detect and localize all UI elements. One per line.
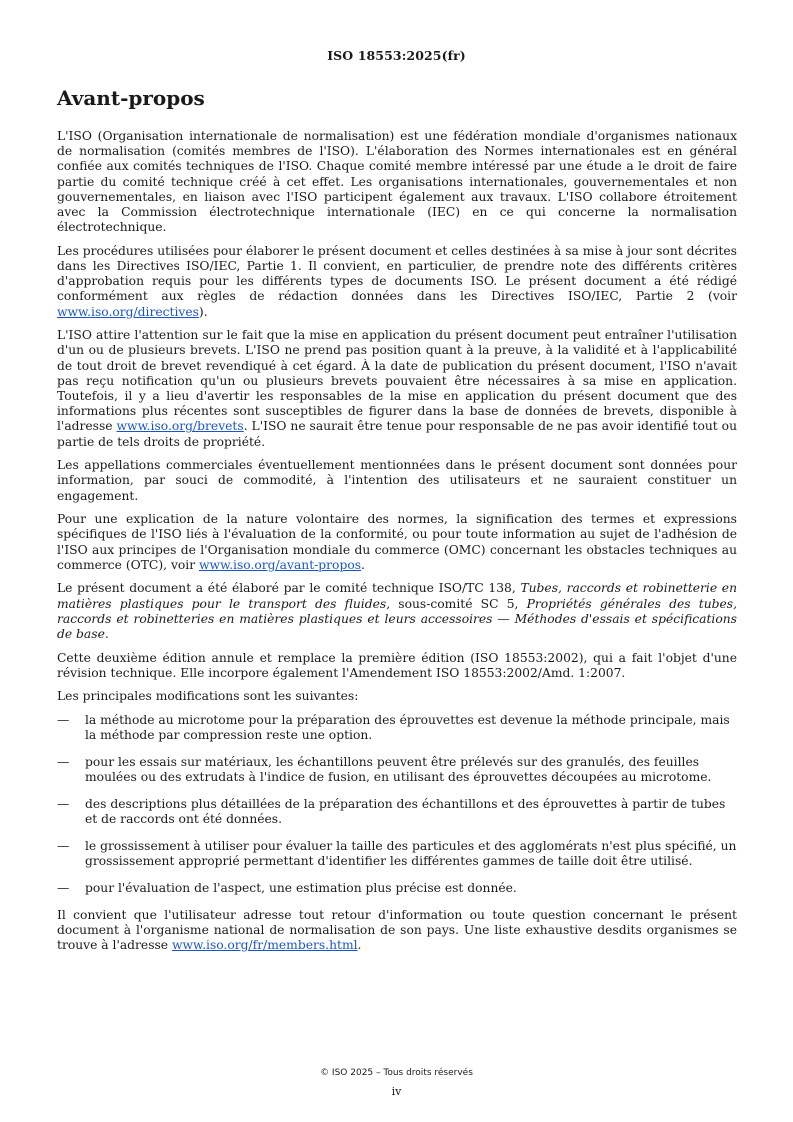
directives-link[interactable]: www.iso.org/directives (57, 304, 199, 319)
paragraph-patents: L'ISO attire l'attention sur le fait que la mise en application du présent document peut entraîner l'utilisation d'un ou de plusieurs brevets. L'ISO ne prend pas position quant à la preuve, à la validité et à l'applicabilité de tout droit de brevet revendiqué à cet égard. À la date de publication du présent document, l'ISO n'avait pas reçu notification qu'un ou plusieurs brevets pouvaient être nécessaires à sa mise en application. Toutefois, il y a lieu d'avertir les responsables de la mise en application du présent document que des informations plus récentes sont susceptibles de figurer dans la base de données de brevets, disponible à l'adresse www.iso.org/brevets. L'ISO ne saurait être tenue pour responsable de ne pas avoir identifié tout ou partie de tels droits de propriété. (57, 328, 737, 449)
paragraph-iso-intro: L'ISO (Organisation internationale de normalisation) est une fédération mondiale d'organismes nationaux de normalisation (comités membres de l'ISO). L'élaboration des Normes internationales est en général confiée aux comités techniques de l'ISO. Chaque comité membre intéressé par une étude a le droit de faire partie du comité technique créé à cet effet. Les organisations internationales, gouvernementales et non gouvernementales, en liaison avec l'ISO participent également aux travaux. L'ISO collabore étroitement avec la Commission électrotechnique internationale (IEC) en ce qui concerne la normalisation électrotechnique. (57, 129, 737, 235)
list-item: — le grossissement à utiliser pour évaluer la taille des particules et des agglomérats n'est plus spécifié, un grossissement approprié permettant d'identifier les différentes gammes de taille doit être utilisé. (57, 839, 737, 869)
changes-list (57, 713, 737, 896)
dash-bullet: — (57, 713, 70, 728)
list-item: — pour les essais sur matériaux, les échantillons peuvent être prélevés sur des granulés, des feuilles moulées ou des extrudats à l'indice de fusion, en utilisant des éprouvettes découpées au microtome. (57, 755, 712, 785)
paragraph-edition: Cette deuxième édition annule et remplace la première édition (ISO 18553:2002), qui a fait l'objet d'une révision technique. Elle incorpore également l'Amendement ISO 18553:2002/Amd. 1:2007. (57, 650, 737, 680)
foreword-body (57, 129, 737, 962)
dash-bullet: — (57, 797, 70, 812)
page-number: iv (391, 1085, 402, 1098)
dash-bullet: — (57, 755, 70, 770)
paragraph-committee: Le présent document a été élaboré par le comité technique ISO/TC 138, Tubes, raccords et robinetterie en matières plastiques pour le transport des fluides, sous-comité SC 5, Propriétés générales des tubes, raccords et robinetteries en matières plastiques et leurs accessoires — Méthodes d'essais et spécifications de base. (57, 581, 738, 642)
list-item: — la méthode au microtome pour la préparation des éprouvettes est devenue la méthode principale, mais la méthode par compression reste une option. (57, 713, 730, 743)
page-title: Avant-propos (57, 86, 205, 110)
paragraph-directives: Les procédures utilisées pour élaborer le présent document et celles destinées à sa mise à jour sont décrites dans les Directives ISO/IEC, Partie 1. Il convient, en particulier, de prendre note des différents critères d'approbation requis pour les différents types de documents ISO. Le présent document a été rédigé conformément aux règles de rédaction données dans les Directives ISO/IEC, Partie 2 (voir www.iso.org/directives). (57, 243, 737, 319)
paragraph-trade-names: Les appellations commerciales éventuellement mentionnées dans le présent document sont données pour information, par souci de commodité, à l'intention des utilisateurs et ne sauraient constituer un engagement. (57, 458, 737, 503)
dash-bullet: — (57, 881, 70, 896)
foreword-link[interactable]: www.iso.org/avant-propos (199, 557, 362, 572)
dash-bullet: — (57, 839, 70, 854)
patents-link[interactable]: www.iso.org/brevets (116, 419, 244, 434)
paragraph-feedback: Il convient que l'utilisateur adresse tout retour d'information ou toute question concernant le présent document à l'organisme national de normalisation de son pays. Une liste exhaustive desdits organismes se trouve à l'adresse www.iso.org/fr/members.html. (57, 907, 737, 953)
list-item: — des descriptions plus détaillées de la préparation des échantillons et des éprouvettes à partir de tubes et de raccords ont été données. (57, 797, 726, 827)
members-link[interactable]: www.iso.org/fr/members.html (172, 938, 358, 953)
document-id: ISO 18553:2025(fr) (327, 48, 466, 63)
paragraph-voluntary-nature: Pour une explication de la nature volontaire des normes, la signification des termes et expressions spécifiques de l'ISO liés à l'évaluation de la conformité, ou pour toute information au sujet de l'adhésion de l'ISO aux principes de l'Organisation mondiale du commerce (OMC) concernant les obstacles techniques au commerce (OTC), voir www.iso.org/avant-propos. (57, 512, 737, 572)
copyright-notice: © ISO 2025 – Tous droits réservés (320, 1068, 473, 1078)
paragraph-changes-intro: Les principales modifications sont les suivantes: (57, 689, 359, 704)
list-item: — pour l'évaluation de l'aspect, une estimation plus précise est donnée. (57, 881, 517, 896)
